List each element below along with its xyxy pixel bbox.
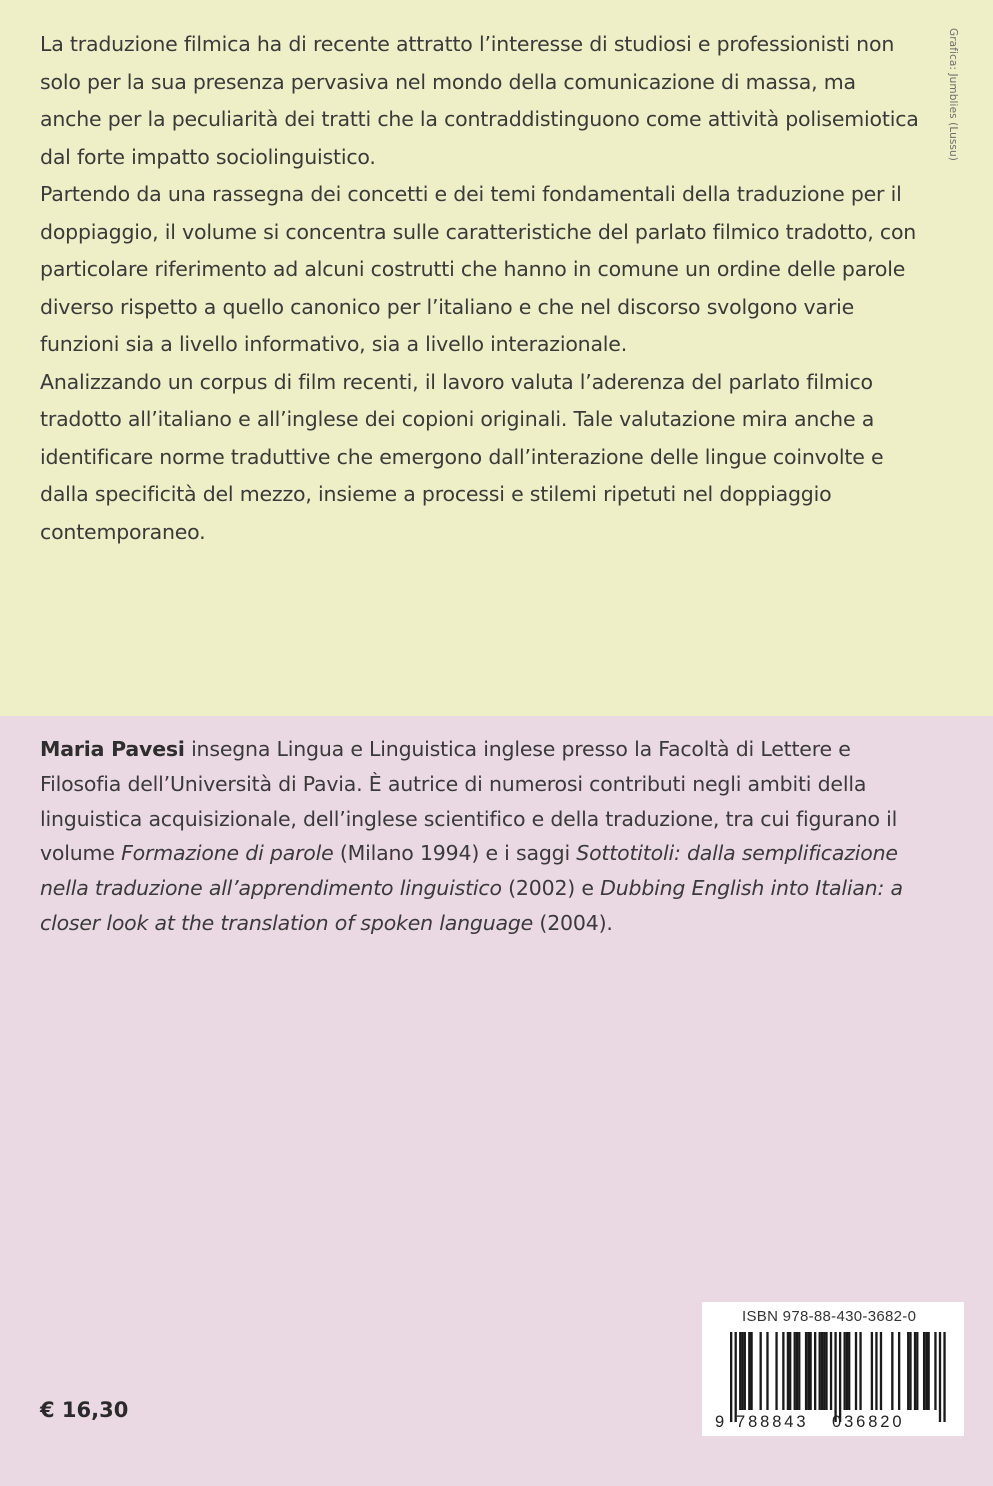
barcode-bar — [748, 1332, 750, 1410]
barcode-bar — [796, 1332, 798, 1410]
barcode-bar — [880, 1332, 882, 1410]
barcode-bar — [907, 1332, 909, 1410]
barcode-bar — [750, 1332, 752, 1410]
bio-title-1: Formazione di parole — [121, 841, 334, 866]
barcode-bar — [943, 1332, 945, 1422]
barcode-bar — [809, 1332, 811, 1410]
design-credit: Grafica: Jumblies (Lussu) — [947, 28, 959, 161]
barcode-bar — [909, 1332, 911, 1410]
barcode-bar — [934, 1332, 936, 1410]
description-paragraph-2: Partendo da una rassegna dei concetti e dei temi fondamentali della traduzione per il doppiaggio, il volume si concentra sulle caratteristiche del parlato filmico tradotto, con particolare riferimento ad alcuni costrutti che hanno in comune un ordine delle parole diverso rispetto a quello canonico per l’italiano e che nel discorso svolgono varie funzioni sia a livello informativo, sia a livello interazionale. — [40, 182, 917, 356]
description-panel — [0, 0, 993, 716]
barcode-bar — [830, 1332, 832, 1410]
barcode-bar — [782, 1332, 784, 1410]
barcode-bar — [848, 1332, 850, 1410]
description-paragraph-1: La traduzione filmica ha di recente attratto l’interesse di studiosi e professionisti non solo per la sua presenza pervasiva nel mondo della comunicazione di massa, ma anche per la peculiarità dei tratti che la contraddistinguono come attività polisemiotica dal forte impatto sociolinguistico. — [40, 32, 919, 169]
barcode-bar — [859, 1332, 861, 1410]
barcode-bar — [916, 1332, 918, 1410]
bio-text-2: (Milano 1994) e i saggi — [333, 841, 577, 866]
bio-title-3: Dubbing English into Italian: a closer look at the translation of spoken language — [40, 876, 903, 935]
barcode-bar — [834, 1332, 836, 1422]
bio-title-2: Sottotitoli: dalla semplificazione nella traduzione all’apprendimento linguistico — [40, 841, 898, 901]
barcode-bar — [814, 1332, 816, 1410]
barcode-bar — [794, 1332, 796, 1410]
description-paragraph-3: Analizzando un corpus di film recenti, il lavoro valuta l’aderenza del parlato filmico tradotto all’italiano e all’inglese dei copioni originali. Tale valutazione mira anche a identificare norme traduttive che emergono dall’interazione delle lingue coinvolte e dalla specificità del mezzo, insieme a processi e stilemi ripetuti nel doppiaggio contemporaneo. — [40, 369, 884, 544]
barcode-bar — [766, 1332, 768, 1410]
barcode-digits-right: 036820 — [832, 1413, 905, 1431]
price-label: € 16,30 — [40, 1398, 129, 1422]
barcode-bar — [819, 1332, 821, 1410]
barcode-bar — [741, 1332, 743, 1410]
barcode-bar — [844, 1332, 846, 1410]
barcode-bar — [730, 1332, 732, 1422]
barcode-bar — [839, 1332, 841, 1422]
barcode-bar — [855, 1332, 857, 1410]
barcode-bar — [891, 1332, 893, 1410]
barcode-bar — [735, 1332, 737, 1422]
barcode-bar — [825, 1332, 827, 1410]
isbn-barcode-block — [702, 1302, 964, 1436]
barcode-bar — [805, 1332, 807, 1410]
barcode-bar — [821, 1332, 823, 1410]
author-name: Maria Pavesi — [40, 737, 185, 761]
barcode-bar — [739, 1332, 741, 1410]
barcode-bar — [914, 1332, 916, 1410]
barcode-bar — [798, 1332, 800, 1410]
barcode-bar — [807, 1332, 809, 1410]
barcode-bar — [760, 1332, 762, 1410]
barcode-bar — [875, 1332, 877, 1410]
book-description — [40, 26, 920, 551]
barcode-bar — [789, 1332, 791, 1410]
barcode-bar — [744, 1332, 746, 1410]
barcode-bar — [923, 1332, 925, 1410]
bio-text-3: (2002) e — [501, 876, 601, 901]
bio-text-1: insegna Lingua e Linguistica inglese presso la Facoltà di Lettere e Filosofia dell’Università di Pavia. È autrice di numerosi contributi negli ambiti della linguistica acquisizionale, dell’inglese scientifico e della traduzione, tra cui figurano il volume — [40, 737, 898, 866]
bio-text-4: (2004). — [533, 910, 613, 935]
barcode-digits-left: 788843 — [736, 1413, 809, 1431]
author-bio — [40, 732, 920, 941]
barcode-bar — [927, 1332, 929, 1410]
isbn-label: ISBN 978-88-430-3682-0 — [742, 1308, 917, 1325]
barcode-bar — [787, 1332, 789, 1410]
barcode-bar — [898, 1332, 900, 1410]
barcode-digit-prefix: 9 — [715, 1413, 725, 1431]
barcode-bar — [939, 1332, 941, 1422]
barcode-bar — [925, 1332, 927, 1410]
barcode-bar — [871, 1332, 873, 1410]
barcode-bar — [846, 1332, 848, 1410]
barcode-bar — [775, 1332, 777, 1410]
barcode-bar — [823, 1332, 825, 1410]
